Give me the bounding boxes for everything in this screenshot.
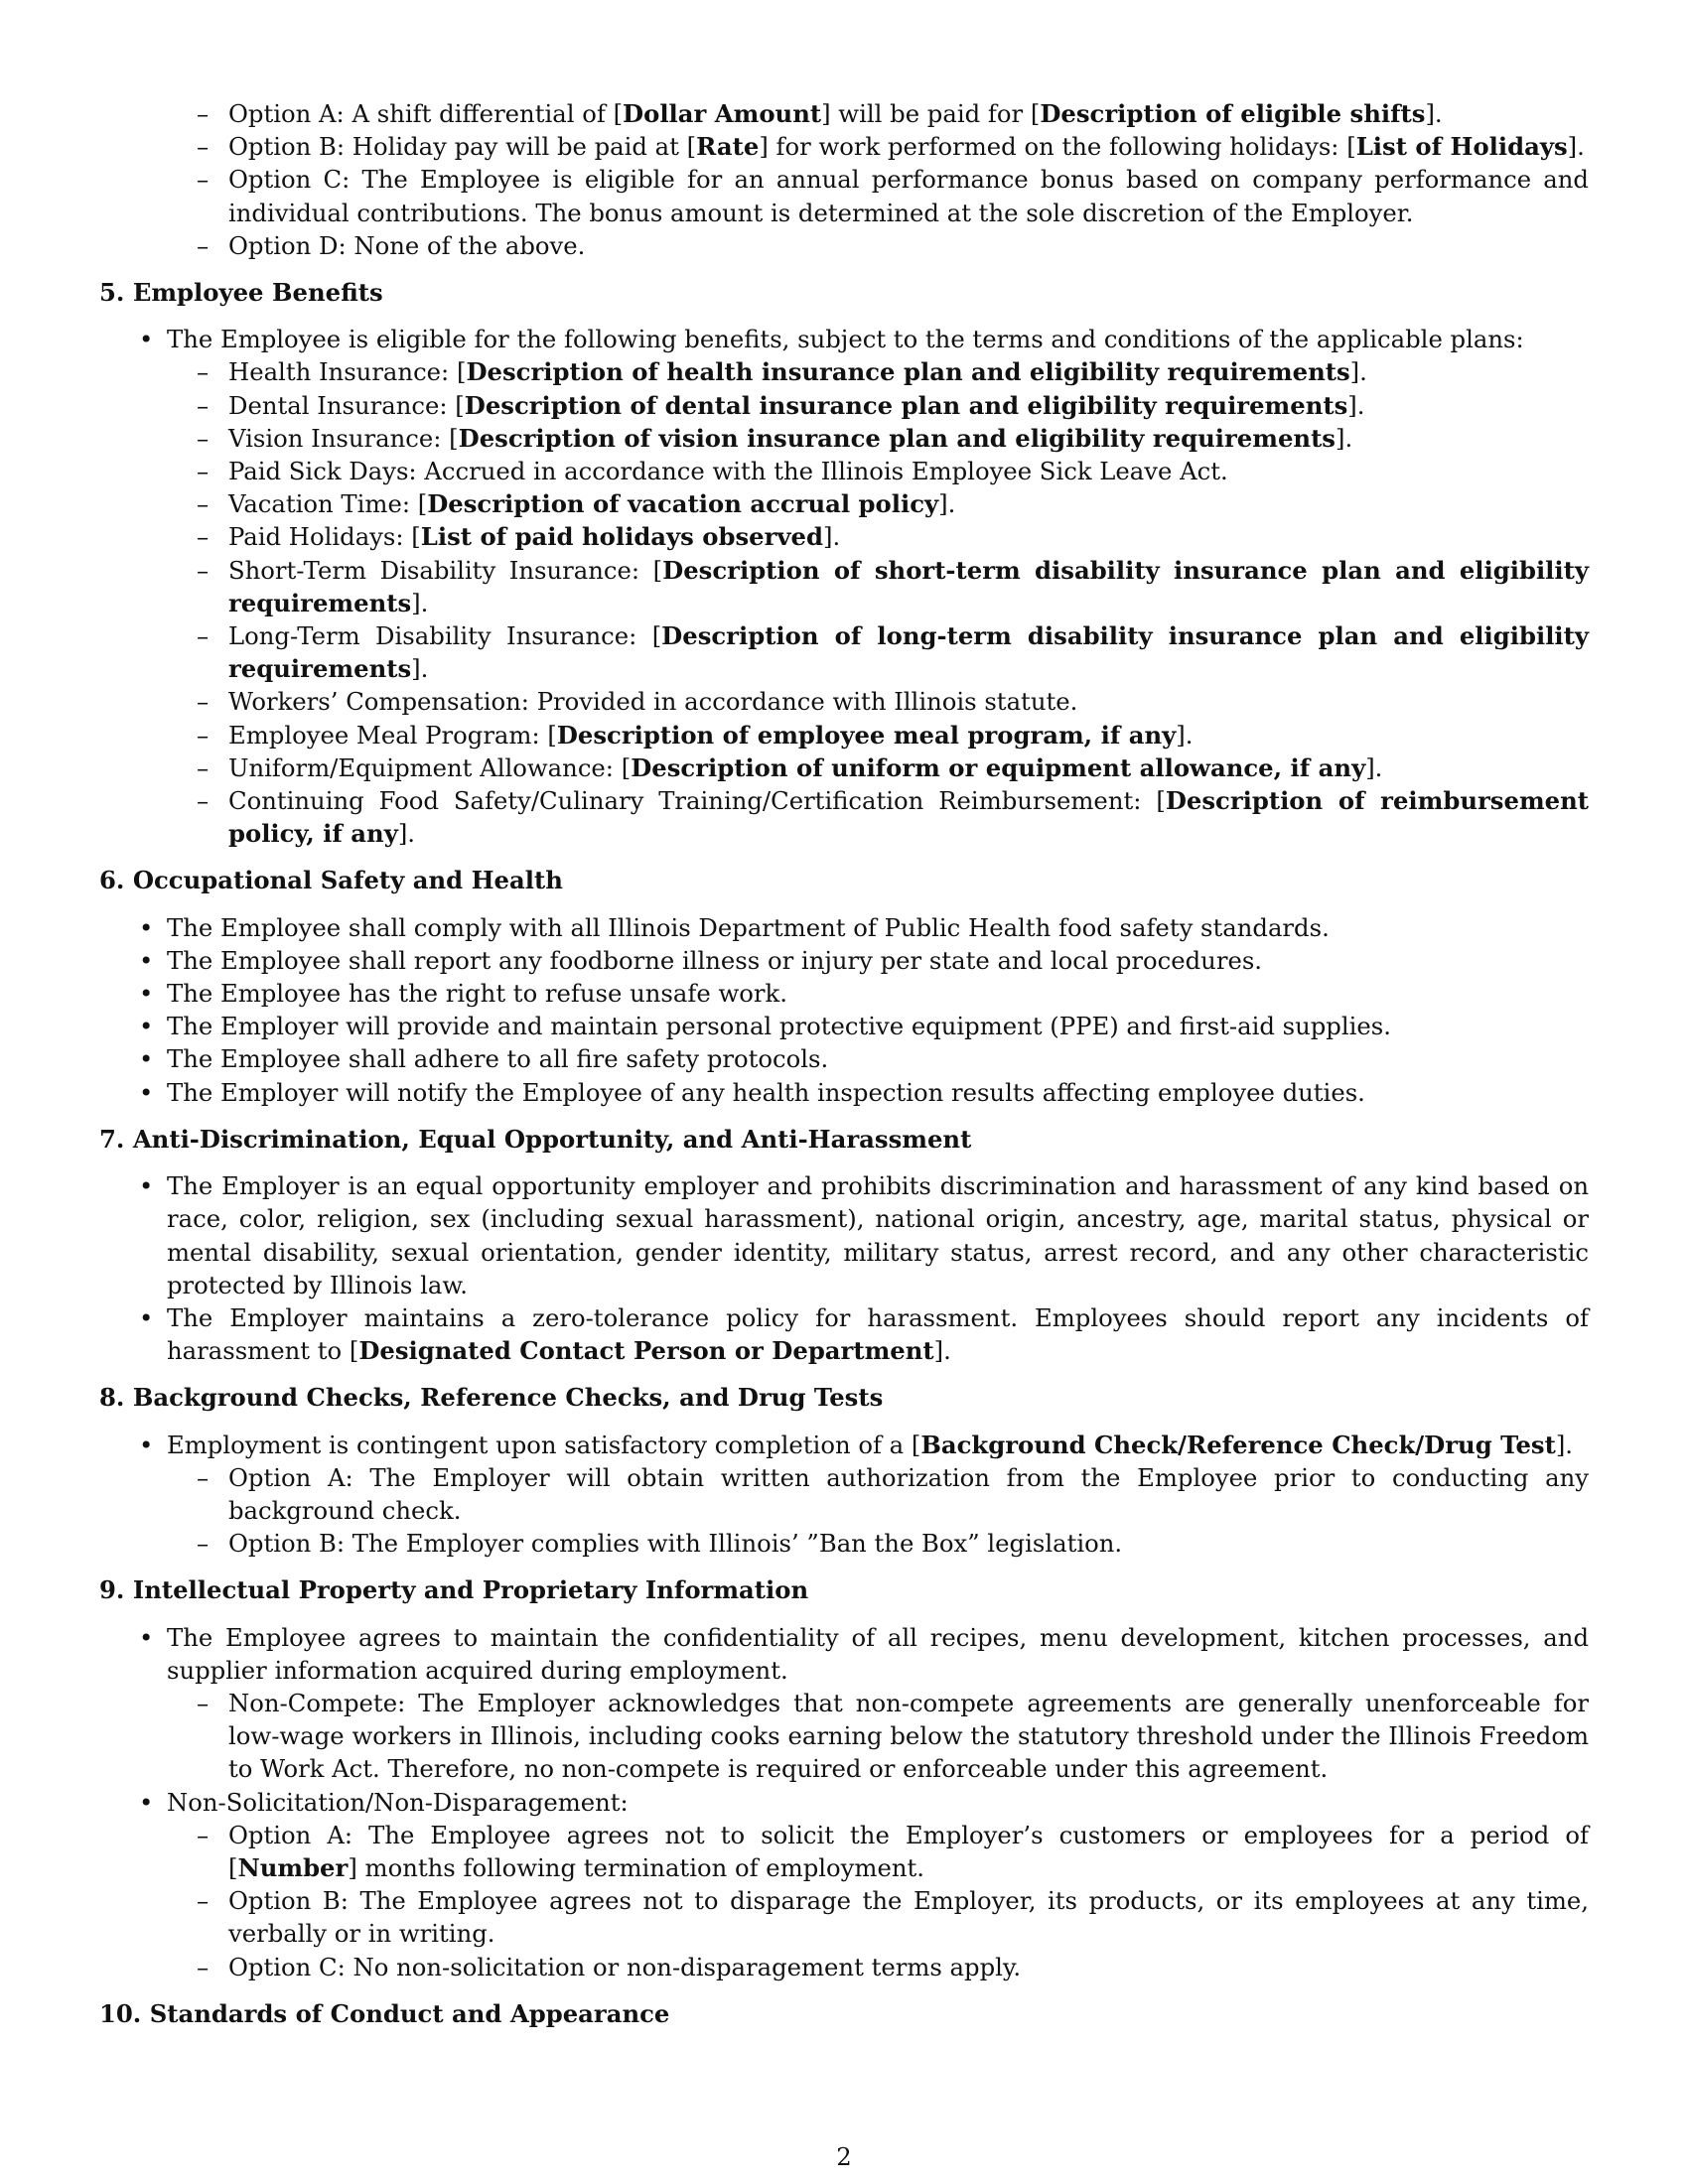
text-run: Employee Meal Program: [ xyxy=(228,720,557,750)
sub-item xyxy=(99,784,1589,850)
text-run: ]. xyxy=(1176,720,1194,750)
text-run: ]. xyxy=(1349,357,1367,387)
text-run: ]. xyxy=(1555,1430,1574,1459)
text-run: Long-Term Disability Insurance: [ xyxy=(228,621,662,651)
sub-item xyxy=(99,355,1589,388)
bullet-item xyxy=(99,1042,1589,1075)
sub-item xyxy=(99,719,1589,751)
text-run: Option D: None of the above. xyxy=(228,230,586,260)
bullet-item xyxy=(99,1621,1589,1687)
placeholder-text: Description of health insurance plan and eligibility requirements xyxy=(466,357,1350,387)
text-run: Option B: Holiday pay will be paid at [ xyxy=(228,132,697,162)
text-run: ]. xyxy=(823,522,841,552)
text-run: Uniform/Equipment Allowance: [ xyxy=(228,752,632,782)
placeholder-text: List of paid holidays observed xyxy=(420,522,823,552)
section-heading xyxy=(99,1997,1589,2030)
text-run: Vision Insurance: [ xyxy=(228,423,459,453)
text-run: Option A: The Employer will obtain written authorization from the Employee prior to conducting any background check. xyxy=(228,1462,1589,1525)
sub-item xyxy=(99,1527,1589,1560)
bullet-item xyxy=(99,323,1589,355)
section-heading xyxy=(99,276,1589,309)
text-run: ]. xyxy=(411,588,429,617)
placeholder-text: 6. Occupational Safety and Health xyxy=(99,866,563,895)
placeholder-text: Description of vision insurance plan and eligibility requirements xyxy=(458,423,1336,453)
text-run: ] for work performed on the following holidays: [ xyxy=(759,132,1356,162)
section-heading xyxy=(99,1123,1589,1156)
placeholder-text: Description of reimbursement policy, if any xyxy=(228,786,1589,849)
text-run: Dental Insurance: [ xyxy=(228,390,465,420)
sub-item xyxy=(99,1687,1589,1786)
bullet-item xyxy=(99,1429,1589,1461)
bullet-item xyxy=(99,911,1589,944)
text-run: ]. xyxy=(1336,423,1353,453)
bullet-item xyxy=(99,1786,1589,1819)
bullet-item xyxy=(99,1010,1589,1042)
text-run: ]. xyxy=(938,489,956,519)
placeholder-text: Description of vacation accrual policy xyxy=(427,489,939,519)
text-run: Option B: The Employer complies with Illinois’ ”Ban the Box” legislation. xyxy=(228,1529,1123,1559)
text-run: ]. xyxy=(933,1336,951,1366)
section-heading xyxy=(99,864,1589,896)
text-run: Option C: The Employee is eligible for an annual performance bonus based on company performance and individual contributions. The bonus amount is determined at the sole discretion of the Employer. xyxy=(228,165,1589,227)
placeholder-text: Description of short-term disability insurance plan and eligibility requirements xyxy=(228,555,1589,617)
text-run: The Employee shall report any foodborne illness or injury per state and local procedures. xyxy=(167,945,1263,975)
text-run: ]. xyxy=(411,654,429,684)
sub-item xyxy=(99,422,1589,455)
placeholder-text: Description of eligible shifts xyxy=(1040,99,1426,128)
text-run: The Employer is an equal opportunity employer and prohibits discrimination and harassment of any kind based on race, color, religion, sex (including sexual harassment), national origin, ancestry, age, marital status, physical or mental disability, sexual orientation, gender identity, military status, arrest record, and any other characteristic protected by Illinois law. xyxy=(167,1171,1589,1299)
text-run: ]. xyxy=(397,819,416,849)
sub-item xyxy=(99,487,1589,520)
bullet-item xyxy=(99,1076,1589,1109)
bullet-item xyxy=(99,1169,1589,1301)
text-run: The Employer will provide and maintain personal protective equipment (PPE) and first-aid supplies. xyxy=(167,1012,1391,1041)
placeholder-text: Description of long-term disability insurance plan and eligibility requirements xyxy=(228,621,1589,684)
placeholder-text: 9. Intellectual Property and Proprietary Information xyxy=(99,1575,809,1605)
placeholder-text: Rate xyxy=(696,132,760,162)
sub-item xyxy=(99,520,1589,553)
text-run: Option A: A shift differential of [ xyxy=(228,99,624,128)
bullet-item xyxy=(99,1301,1589,1367)
sub-item xyxy=(99,1819,1589,1884)
placeholder-text: Number xyxy=(237,1852,349,1882)
text-run: ] will be paid for [ xyxy=(821,99,1041,128)
text-run: ]. xyxy=(1425,99,1443,128)
placeholder-text: 10. Standards of Conduct and Appearance xyxy=(99,1998,670,2028)
sub-item xyxy=(99,554,1589,619)
text-run: ]. xyxy=(1567,132,1585,162)
text-run: Workers’ Compensation: Provided in accordance with Illinois statute. xyxy=(228,687,1078,717)
sub-item xyxy=(99,97,1589,130)
sub-item xyxy=(99,1884,1589,1950)
sub-item xyxy=(99,619,1589,685)
sub-item xyxy=(99,163,1589,228)
text-run: Option A: The Employee agrees not to solicit the Employer’s customers or employees for a period of [ xyxy=(228,1820,1589,1882)
placeholder-text: Description of employee meal program, if any xyxy=(556,720,1177,750)
sub-item xyxy=(99,229,1589,262)
text-run: Non-Compete: The Employer acknowledges that non-compete agreements are generally unenforceable for low-wage workers in Illinois, including cooks earning below the statutory threshold under the Illinois Freedom to Work Act. Therefore, no non-compete is required or enforceable under this agreement. xyxy=(228,1688,1589,1784)
text-run: Paid Sick Days: Accrued in accordance with the Illinois Employee Sick Leave Act. xyxy=(228,457,1228,486)
text-run: ]. xyxy=(1365,752,1383,782)
text-run: The Employer maintains a zero-tolerance policy for harassment. Employees should report any incidents of harassment to [ xyxy=(167,1302,1589,1366)
placeholder-text: List of Holidays xyxy=(1355,132,1568,162)
text-run: The Employer will notify the Employee of any health inspection results affecting employee duties. xyxy=(167,1077,1365,1107)
text-run: The Employee is eligible for the following benefits, subject to the terms and conditions of the applicable plans: xyxy=(167,325,1524,354)
placeholder-text: Description of uniform or equipment allowance, if any xyxy=(631,752,1366,782)
sub-item xyxy=(99,751,1589,784)
text-run: Continuing Food Safety/Culinary Training/Certification Reimbursement: [ xyxy=(228,786,1166,816)
text-run: ] months following termination of employment. xyxy=(348,1852,924,1882)
placeholder-text: Background Check/Reference Check/Drug Test xyxy=(920,1430,1556,1459)
sub-item xyxy=(99,389,1589,422)
sub-item xyxy=(99,1461,1589,1527)
text-run: Health Insurance: [ xyxy=(228,357,467,387)
sub-item xyxy=(99,455,1589,487)
sub-item xyxy=(99,130,1589,163)
page-number: 2 xyxy=(836,2142,852,2171)
bullet-item xyxy=(99,944,1589,977)
placeholder-text: Designated Contact Person or Department xyxy=(358,1336,934,1366)
placeholder-text: Dollar Amount xyxy=(623,99,822,128)
bullet-item xyxy=(99,977,1589,1010)
text-run: Vacation Time: [ xyxy=(228,489,428,519)
section-heading xyxy=(99,1381,1589,1414)
text-run: The Employee shall comply with all Illinois Department of Public Health food safety standards. xyxy=(167,912,1330,942)
text-run: Short-Term Disability Insurance: [ xyxy=(228,555,663,585)
placeholder-text: 7. Anti-Discrimination, Equal Opportunity, and Anti-Harassment xyxy=(99,1124,972,1154)
text-run: Paid Holidays: [ xyxy=(228,522,421,552)
text-run: The Employee shall adhere to all fire safety protocols. xyxy=(167,1044,829,1074)
text-run: The Employee agrees to maintain the confidentiality of all recipes, menu development, kitchen processes, and supplier information acquired during employment. xyxy=(167,1622,1589,1685)
sub-item xyxy=(99,685,1589,718)
sub-item xyxy=(99,1951,1589,1983)
section-heading xyxy=(99,1573,1589,1606)
document-body xyxy=(99,97,1589,2044)
placeholder-text: Description of dental insurance plan and eligibility requirements xyxy=(464,390,1348,420)
text-run: ]. xyxy=(1347,390,1365,420)
placeholder-text: 5. Employee Benefits xyxy=(99,278,383,308)
text-run: Employment is contingent upon satisfactory completion of a [ xyxy=(167,1430,921,1459)
text-run: The Employee has the right to refuse unsafe work. xyxy=(167,979,787,1009)
text-run: Option C: No non-solicitation or non-disparagement terms apply. xyxy=(228,1952,1022,1981)
placeholder-text: 8. Background Checks, Reference Checks, and Drug Tests xyxy=(99,1383,884,1413)
text-run: Option B: The Employee agrees not to disparage the Employer, its products, or its employees at any time, verbally or in writing. xyxy=(228,1886,1589,1949)
text-run: Non-Solicitation/Non-Disparagement: xyxy=(167,1787,629,1817)
